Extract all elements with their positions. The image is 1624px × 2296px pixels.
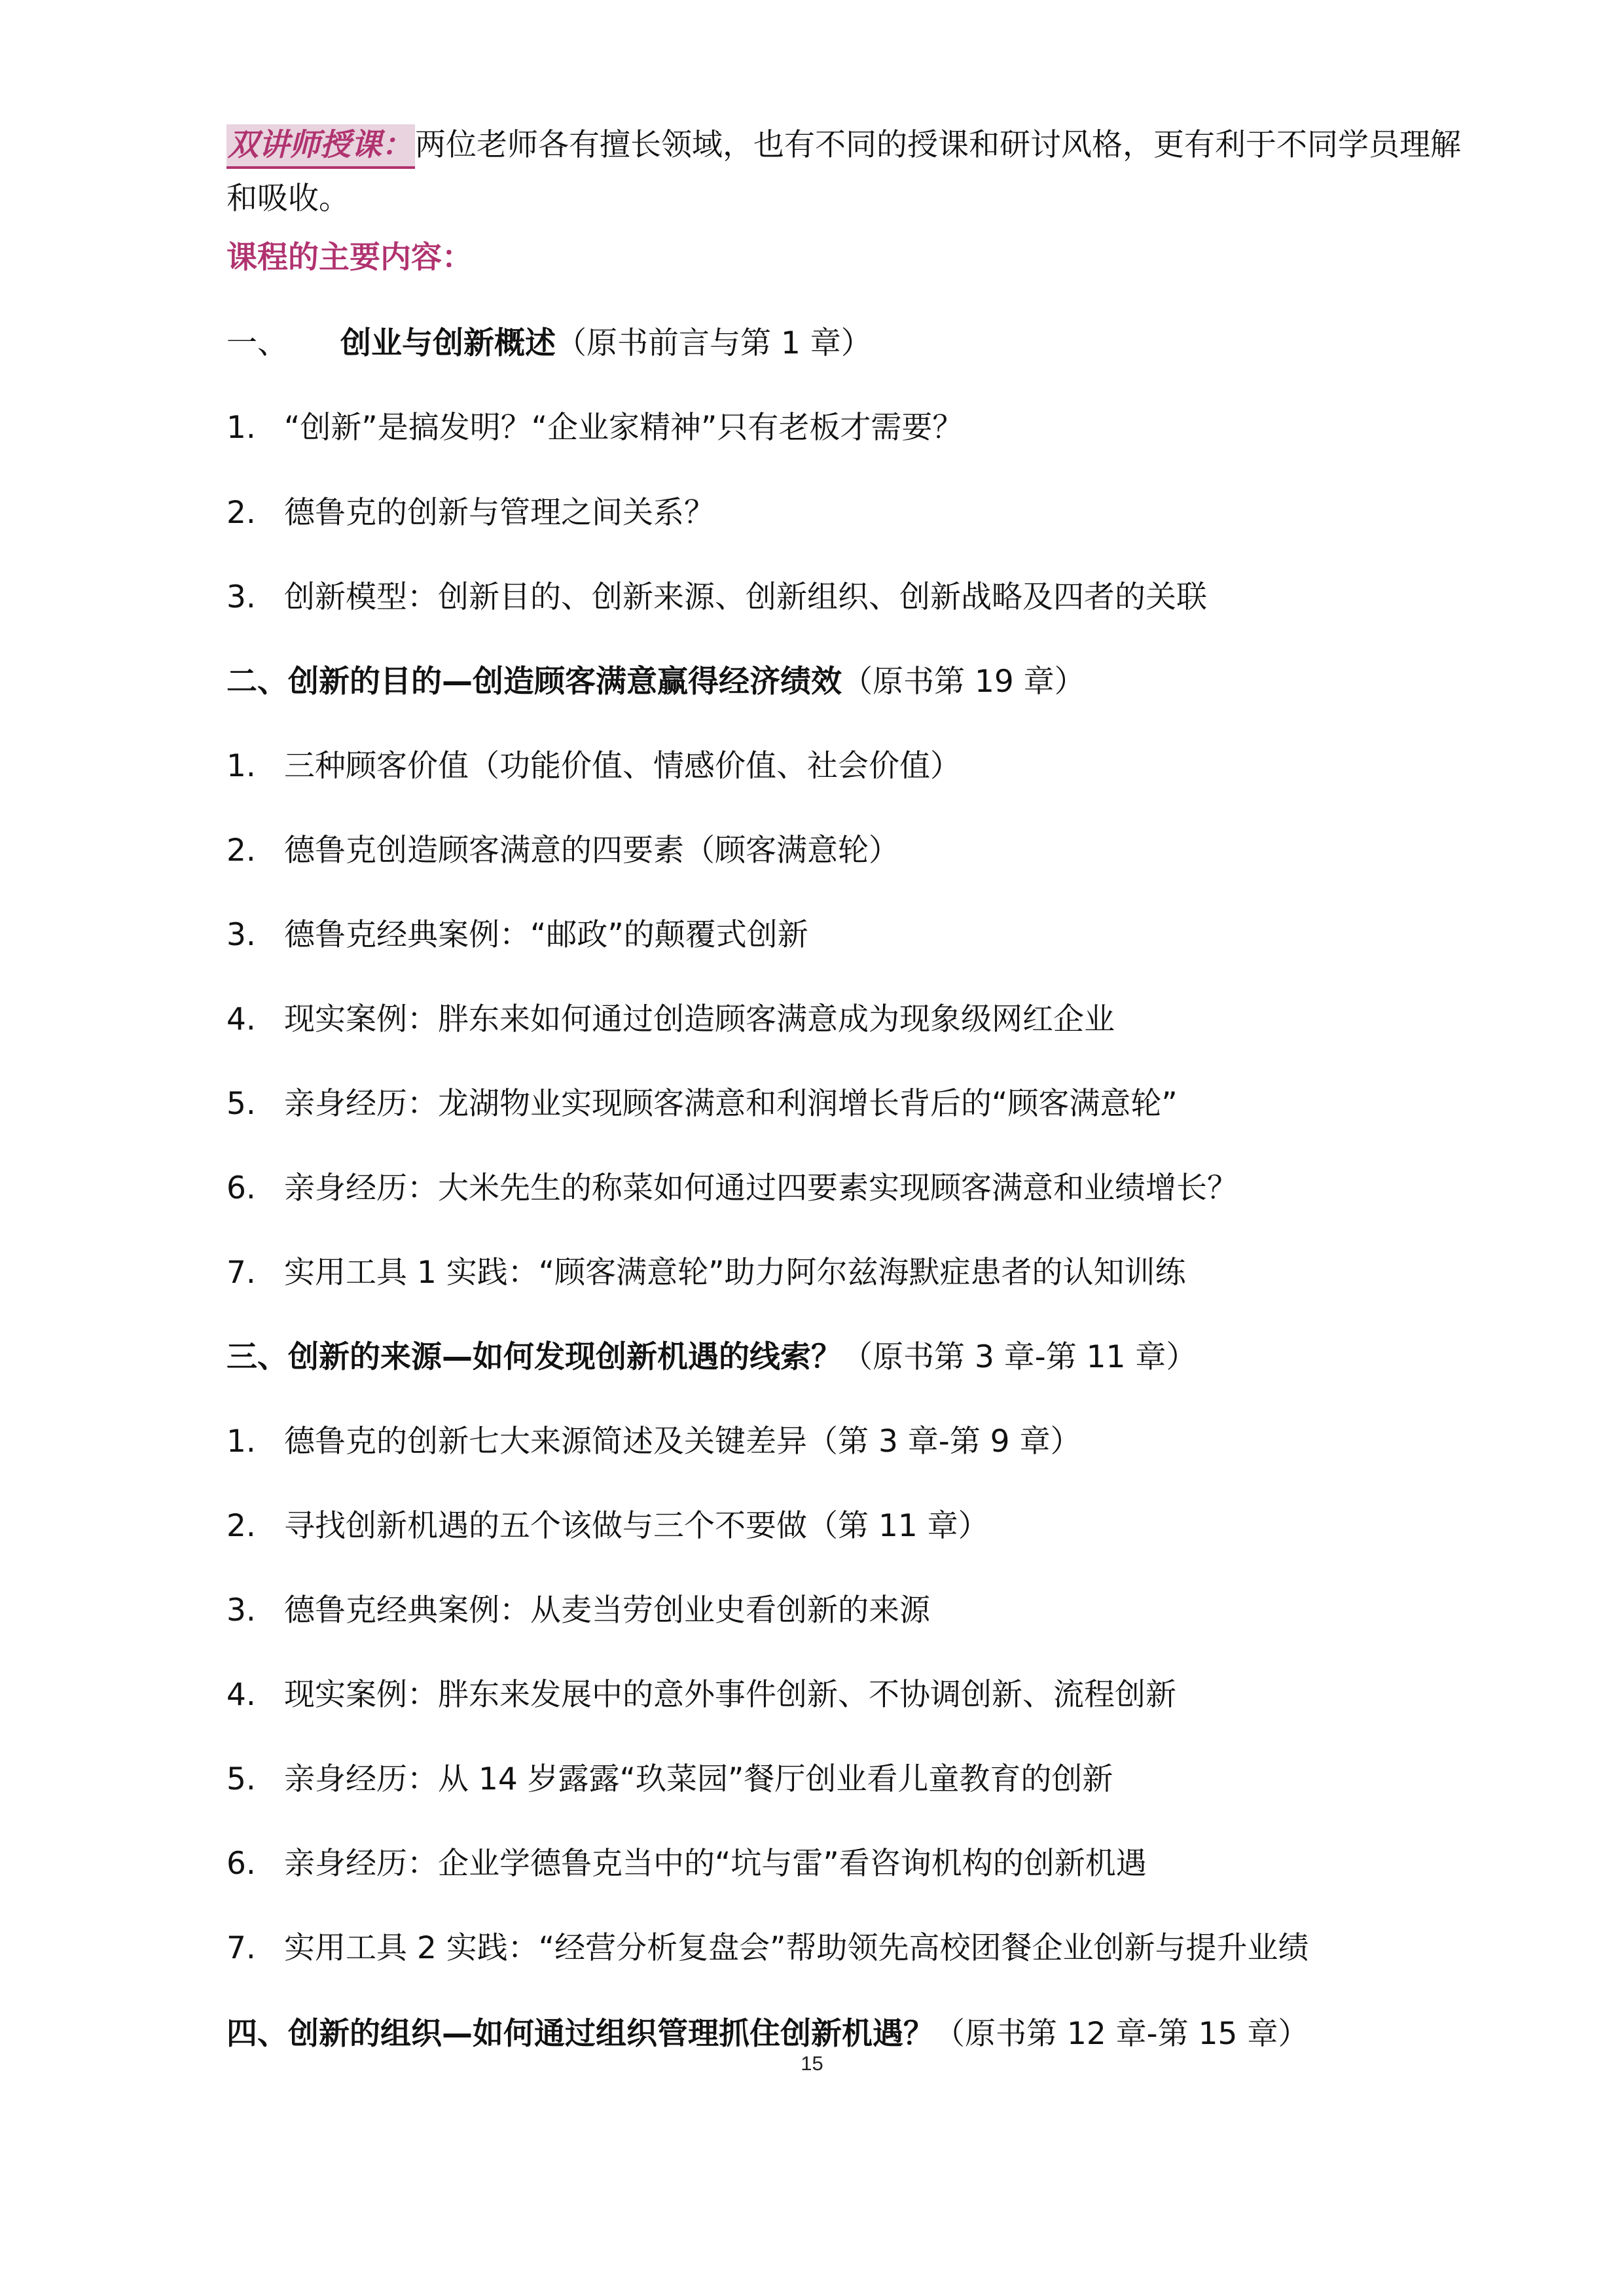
item-text: 亲身经历：企业学德鲁克当中的“坑与雷”看咨询机构的创新机遇 [284, 1846, 1147, 1882]
item-text: 德鲁克经典案例：从麦当劳创业史看创新的来源 [284, 1592, 930, 1628]
list-item [226, 1505, 989, 1547]
list-item [226, 1168, 1238, 1210]
section-number: 一、 [226, 325, 288, 361]
item-number: 2. [226, 495, 256, 531]
item-number: 5. [226, 1086, 256, 1122]
list-item [226, 1421, 1081, 1463]
list-item [226, 1843, 1147, 1885]
item-number: 3. [226, 579, 256, 615]
item-text: 德鲁克创造顾客满意的四要素（顾客满意轮） [284, 833, 899, 869]
item-text: 德鲁克的创新与管理之间关系？ [284, 495, 715, 531]
page-number: 15 [801, 2052, 823, 2075]
item-number: 1. [226, 410, 256, 446]
section-title: 创业与创新概述 [340, 325, 556, 361]
section-heading-4 [226, 2013, 1308, 2055]
item-text: “创新”是搞发明？“企业家精神”只有老板才需要？ [284, 410, 964, 446]
intro-text: 两位老师各有擅长领域，也有不同的授课和研讨风格，更有利于不同学员理解 [415, 127, 1461, 163]
list-item [226, 1590, 930, 1632]
item-number: 4. [226, 1677, 256, 1713]
item-text: 实用工具 2 实践：“经营分析复盘会”帮助领先高校团餐企业创新与提升业绩 [284, 1930, 1309, 1966]
item-text: 现实案例：胖东来发展中的意外事件创新、不协调创新、流程创新 [284, 1677, 1176, 1713]
item-text: 亲身经历：大米先生的称菜如何通过四要素实现顾客满意和业绩增长？ [284, 1170, 1238, 1206]
list-item [226, 407, 963, 449]
item-number: 5. [226, 1761, 256, 1797]
section-heading-1 [226, 323, 872, 365]
course-content-heading: 课程的主要内容： [226, 240, 473, 276]
intro-paragraph-cont: 和吸收。 [226, 181, 350, 217]
intro-paragraph [226, 124, 1461, 169]
item-text: 德鲁克经典案例：“邮政”的颠覆式创新 [284, 917, 808, 953]
list-item [226, 1083, 1178, 1125]
item-number: 3. [226, 1592, 256, 1628]
item-text: 亲身经历：从 14 岁露露“玖菜园”餐厅创业看儿童教育的创新 [284, 1761, 1113, 1797]
section-heading-2 [226, 661, 1085, 703]
item-text: 德鲁克的创新七大来源简述及关键差异（第 3 章-第 9 章） [284, 1424, 1081, 1460]
section-ref: （原书第 12 章-第 15 章） [934, 2016, 1309, 2052]
list-item [226, 492, 715, 534]
list-item [226, 745, 961, 787]
section-ref: （原书前言与第 1 章） [556, 325, 872, 361]
item-text: 创新模型：创新目的、创新来源、创新组织、创新战略及四者的关联 [284, 579, 1207, 615]
list-item [226, 999, 1115, 1041]
item-number: 1. [226, 1424, 256, 1460]
list-item [226, 914, 808, 956]
list-item [226, 1928, 1308, 1969]
item-number: 1. [226, 748, 256, 784]
item-text: 实用工具 1 实践：“顾客满意轮”助力阿尔兹海默症患者的认知训练 [284, 1255, 1186, 1291]
list-item [226, 1674, 1176, 1716]
item-number: 7. [226, 1930, 256, 1966]
list-item [226, 830, 899, 872]
section-heading-3 [226, 1336, 1197, 1378]
item-number: 6. [226, 1170, 256, 1206]
section-title: 四、创新的组织—如何通过组织管理抓住创新机遇？ [226, 2016, 934, 2052]
list-item [226, 1252, 1185, 1294]
item-number: 4. [226, 1001, 256, 1037]
item-text: 寻找创新机遇的五个该做与三个不要做（第 11 章） [284, 1508, 989, 1544]
item-number: 3. [226, 917, 256, 953]
item-text: 现实案例：胖东来如何通过创造顾客满意成为现象级网红企业 [284, 1001, 1115, 1037]
item-number: 2. [226, 1508, 256, 1544]
list-item [226, 577, 1207, 619]
item-number: 6. [226, 1846, 256, 1882]
section-title: 三、创新的来源—如何发现创新机遇的线索？ [226, 1339, 842, 1375]
section-ref: （原书第 3 章-第 11 章） [842, 1339, 1197, 1375]
item-number: 2. [226, 833, 256, 869]
section-ref: （原书第 19 章） [842, 664, 1085, 700]
section-title: 二、创新的目的—创造顾客满意赢得经济绩效 [226, 664, 842, 700]
item-number: 7. [226, 1255, 256, 1291]
list-item [226, 1759, 1113, 1801]
item-text: 亲身经历：龙湖物业实现顾客满意和利润增长背后的“顾客满意轮” [284, 1086, 1178, 1122]
dual-lecturer-tag: 双讲师授课： [226, 124, 415, 169]
item-text: 三种顾客价值（功能价值、情感价值、社会价值） [284, 748, 961, 784]
